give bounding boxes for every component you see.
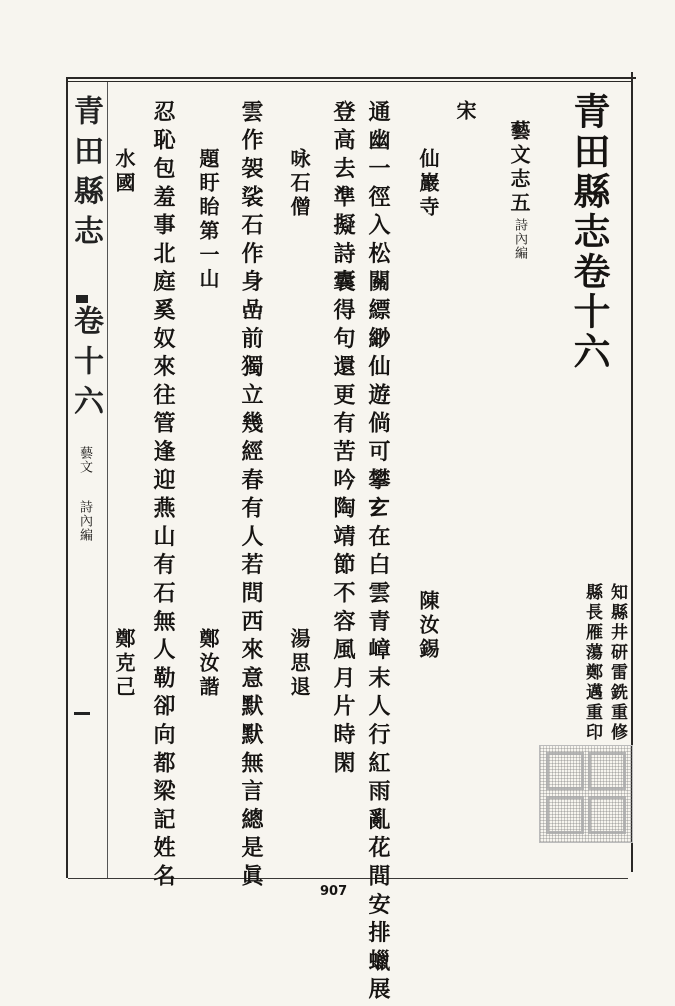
frame-top-line-inner <box>68 81 632 82</box>
margin-book-title: 青田縣志 <box>68 95 103 255</box>
page-number: 907 <box>320 884 348 899</box>
frame-top-line <box>68 77 636 79</box>
section-note: 詩內編 <box>512 218 527 260</box>
margin-ink-blot <box>76 295 88 303</box>
poem-text-3: 忍恥包羞事北庭奚奴來往管逢迎燕山有石無人勒卻向都梁記姓名 <box>150 100 176 893</box>
library-seal-stamp <box>539 745 633 843</box>
poem-title-1: 仙巖寺 <box>416 148 440 220</box>
margin-section: 藝文 <box>77 446 92 474</box>
margin-volume: 卷十六 <box>68 305 103 425</box>
poem-author-1: 陳汝錫 <box>416 590 440 662</box>
margin-note: 詩內編 <box>77 500 92 542</box>
section-heading: 藝文志五 <box>507 120 531 216</box>
poem-title-2: 咏石僧 <box>287 148 311 220</box>
editor-line-2: 縣長雁蕩鄭邁重印 <box>582 583 602 743</box>
margin-mark <box>74 712 90 715</box>
poem-text-1-continued: 登高去準擬詩囊得句還更有苦吟陶靖節不容風月片時閑 <box>330 100 356 780</box>
poem-author-3: 鄭汝諧 <box>196 628 220 700</box>
poem-title-4: 水國 <box>112 148 136 196</box>
poem-title-3: 題盱眙第一山 <box>196 148 220 292</box>
dynasty-label: 宋 <box>453 100 477 124</box>
poem-text-2: 雲作袈裟石作身嵒前獨立幾經春有人若問西來意默默無言總是眞 <box>238 100 264 893</box>
poem-author-2: 湯思退 <box>287 628 311 700</box>
poem-text-1: 通幽一徑入松關縹緲仙遊倘可攀𤣥在白雲青嶂末人行紅雨亂花間安排蠟展 <box>365 100 391 1006</box>
volume-title: 青田縣志卷十六 <box>567 92 611 372</box>
fold-line <box>107 82 108 878</box>
poem-author-4: 鄭克己 <box>112 628 136 700</box>
editor-line-1: 知縣井研雷銑重修 <box>607 583 627 743</box>
